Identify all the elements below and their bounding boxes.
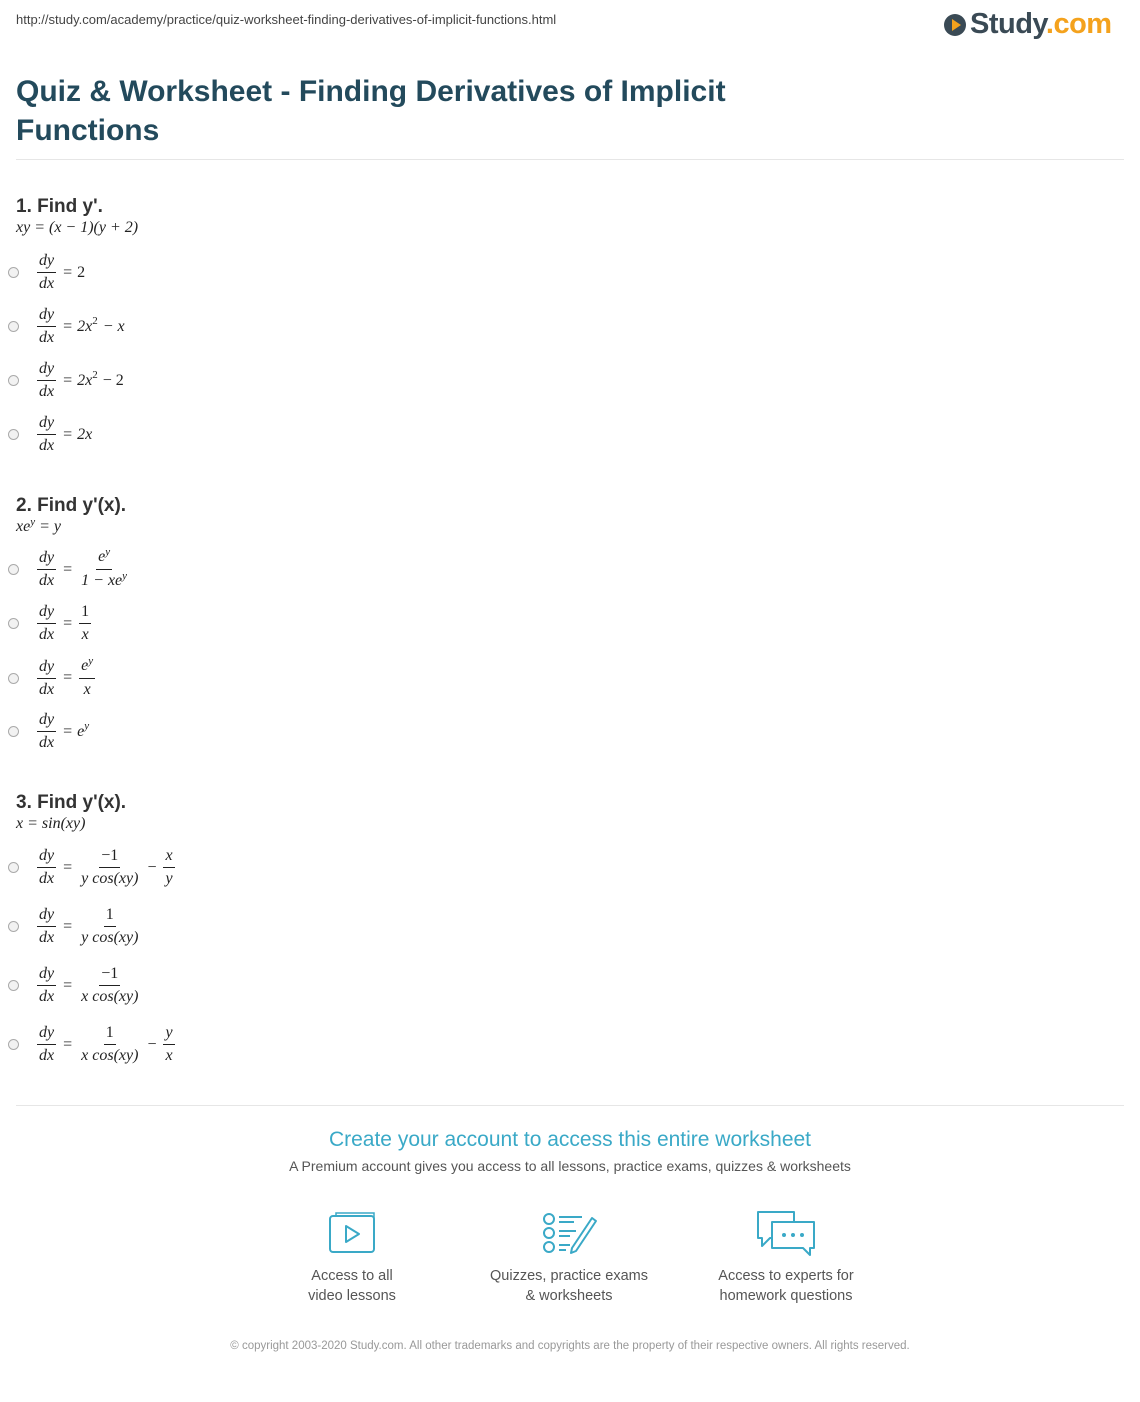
question-prompt: xy = (x − 1)(y + 2) bbox=[16, 219, 139, 236]
question-2 bbox=[16, 495, 126, 538]
question-title: 2. Find y'(x). bbox=[16, 495, 127, 516]
radio-button[interactable] bbox=[8, 921, 19, 932]
answer-math: $\frac{dy}{dx}$ = $\frac{e^y}{1 - xe^y}$ bbox=[39, 546, 128, 589]
answer-option[interactable] bbox=[8, 360, 124, 401]
radio-button[interactable] bbox=[8, 980, 19, 991]
answer-option[interactable] bbox=[8, 965, 142, 1006]
answer-math: $\frac{dy}{dx}$ = 2x 2 − 2 bbox=[39, 360, 124, 400]
answer-option[interactable] bbox=[8, 603, 93, 644]
feature-quizzes: Quizzes, practice exams & worksheets bbox=[469, 1210, 669, 1306]
question-prompt: $xe^y = y$ bbox=[16, 516, 61, 535]
radio-button[interactable] bbox=[8, 429, 19, 440]
radio-button[interactable] bbox=[8, 726, 19, 737]
logo-text: Study.com bbox=[970, 8, 1112, 40]
radio-button[interactable] bbox=[8, 673, 19, 684]
answer-math: $\frac{dy}{dx}$ = 2x 2 − x bbox=[39, 306, 125, 346]
question-1 bbox=[16, 196, 138, 238]
question-3 bbox=[16, 792, 126, 834]
page-title: Quiz & Worksheet - Finding Derivatives of Implicit Functions bbox=[16, 75, 726, 147]
answer-math: $\frac{dy}{dx}$ = $\frac{e^y}{x}$ bbox=[39, 655, 94, 698]
answer-math: $\frac{dy}{dx}$ = $\frac{1}{\text{y cos(xy)}}$ bbox=[39, 906, 139, 946]
radio-button[interactable] bbox=[8, 1039, 19, 1050]
answer-math: $\frac{dy}{dx}$ = $\frac{-1}{\text{x cos(xy)}}$ bbox=[39, 965, 139, 1005]
copyright-notice: © copyright 2003-2020 Study.com. All other trademarks and copyrights are the property of their respective owners. All rights reserved. bbox=[230, 1340, 910, 1352]
answer-option[interactable] bbox=[8, 306, 125, 347]
answer-option[interactable] bbox=[8, 657, 97, 699]
answer-math: $\frac{dy}{dx}$ = 2 bbox=[39, 252, 86, 292]
answer-math: $\frac{dy}{dx}$ = 2x bbox=[39, 414, 93, 454]
answer-math: $\frac{dy}{dx}$ = $\frac{1}{\text{x cos(xy)}}$ − $\frac{y}{x}$ bbox=[39, 1024, 173, 1064]
answer-math: $\frac{dy}{dx}$ = e y bbox=[39, 711, 90, 751]
radio-button[interactable] bbox=[8, 564, 19, 575]
quiz-checklist-icon bbox=[540, 1210, 598, 1256]
feature-video-lessons: Access to all video lessons bbox=[252, 1210, 452, 1306]
answer-option[interactable] bbox=[8, 847, 177, 888]
title-divider bbox=[16, 159, 1124, 160]
play-logo-icon bbox=[944, 14, 966, 36]
page-url: http://study.com/academy/practice/quiz-worksheet-finding-derivatives-of-implicit-functions.html bbox=[16, 12, 557, 27]
question-title: 3. Find y'(x). bbox=[16, 792, 127, 813]
radio-button[interactable] bbox=[8, 267, 19, 278]
study-logo[interactable] bbox=[944, 8, 1112, 41]
radio-button[interactable] bbox=[8, 375, 19, 386]
radio-button[interactable] bbox=[8, 618, 19, 629]
expert-chat-icon bbox=[754, 1210, 818, 1256]
section-divider bbox=[16, 1105, 1124, 1106]
answer-option[interactable] bbox=[8, 252, 85, 293]
answer-math: $\frac{dy}{dx}$ = $\frac{1}{x}$ bbox=[39, 603, 90, 643]
radio-button[interactable] bbox=[8, 862, 19, 873]
video-lesson-icon bbox=[326, 1210, 378, 1256]
create-account-link[interactable]: Create your account to access this entire worksheet bbox=[328, 1128, 812, 1151]
radio-button[interactable] bbox=[8, 321, 19, 332]
premium-description: A Premium account gives you access to all lessons, practice exams, quizzes & worksheets bbox=[289, 1158, 851, 1174]
question-prompt: x = sin(xy) bbox=[16, 815, 86, 832]
answer-option[interactable] bbox=[8, 548, 131, 591]
answer-option[interactable] bbox=[8, 414, 92, 455]
question-title: 1. Find y'. bbox=[16, 196, 103, 217]
feature-experts: Access to experts for homework questions bbox=[686, 1210, 886, 1306]
answer-option[interactable] bbox=[8, 1024, 177, 1065]
answer-option[interactable] bbox=[8, 711, 89, 752]
answer-math: $\frac{dy}{dx}$ = $\frac{-1}{\text{y cos(xy)}}$ − $\frac{x}{y}$ bbox=[39, 847, 173, 887]
answer-option[interactable] bbox=[8, 906, 142, 947]
